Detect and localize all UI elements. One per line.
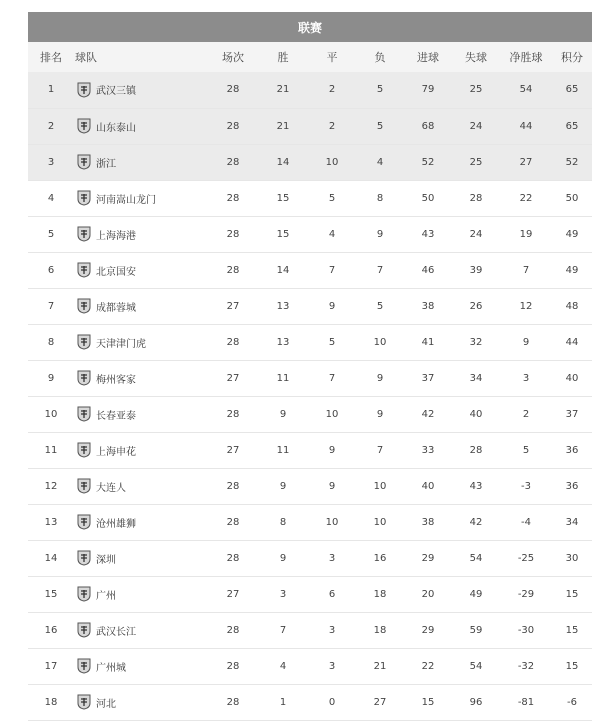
goals-against-cell: 59	[469, 624, 483, 636]
played-cell: 28	[226, 408, 240, 420]
points-cell: 50	[565, 192, 579, 204]
col-header-goals-for: 进球	[417, 51, 439, 64]
points-cell: 34	[565, 516, 579, 528]
standings-table	[28, 42, 592, 721]
team-badge-icon	[76, 262, 92, 278]
team-cell	[74, 612, 208, 648]
col-header-goal-diff: 净胜球	[509, 51, 543, 64]
draw-cell: 3	[328, 552, 336, 564]
loss-cell: 16	[373, 552, 387, 564]
win-cell: 14	[276, 156, 290, 168]
team-name: 天津津门虎	[96, 338, 146, 350]
table-row	[28, 252, 592, 288]
team-badge-icon	[76, 478, 92, 494]
team-name: 浙江	[96, 158, 116, 170]
played-cell: 28	[226, 84, 240, 96]
draw-cell: 9	[328, 444, 336, 456]
table-row	[28, 612, 592, 648]
played-cell: 27	[226, 372, 240, 384]
table-row	[28, 108, 592, 144]
rank-cell: 17	[44, 660, 58, 672]
rank-cell: 13	[44, 516, 58, 528]
win-cell: 1	[279, 696, 287, 708]
col-header-team: 球队	[75, 51, 97, 64]
goal-diff-cell: -81	[517, 696, 535, 708]
goal-diff-cell: -32	[517, 660, 535, 672]
team-badge-icon	[76, 154, 92, 170]
team-name: 大连人	[96, 482, 126, 494]
team-name: 沧州雄狮	[96, 518, 136, 530]
loss-cell: 18	[373, 588, 387, 600]
team-name: 广州	[96, 590, 116, 602]
points-cell: 65	[565, 84, 579, 96]
table-row	[28, 396, 592, 432]
goals-against-cell: 25	[469, 156, 483, 168]
col-header-win: 胜	[277, 51, 289, 64]
team-badge-icon	[76, 550, 92, 566]
rank-cell: 15	[44, 588, 58, 600]
rank-cell: 3	[47, 156, 55, 168]
played-cell: 28	[226, 192, 240, 204]
team-cell	[74, 468, 208, 504]
goals-against-cell: 24	[469, 120, 483, 132]
win-cell: 15	[276, 192, 290, 204]
draw-cell: 4	[328, 228, 336, 240]
points-cell: 36	[565, 444, 579, 456]
goal-diff-cell: -29	[517, 588, 535, 600]
loss-cell: 7	[376, 264, 384, 276]
team-cell	[74, 684, 208, 720]
played-cell: 28	[226, 480, 240, 492]
goals-against-cell: 49	[469, 588, 483, 600]
points-cell: 65	[565, 120, 579, 132]
goals-for-cell: 38	[421, 300, 435, 312]
played-cell: 28	[226, 696, 240, 708]
goals-against-cell: 43	[469, 480, 483, 492]
rank-cell: 9	[47, 372, 55, 384]
points-cell: 15	[565, 624, 579, 636]
goals-for-cell: 37	[421, 372, 435, 384]
team-cell	[74, 144, 208, 180]
rank-cell: 14	[44, 552, 58, 564]
played-cell: 28	[226, 660, 240, 672]
loss-cell: 5	[376, 120, 384, 132]
goals-for-cell: 79	[421, 84, 435, 96]
win-cell: 15	[276, 228, 290, 240]
win-cell: 4	[279, 660, 287, 672]
draw-cell: 9	[328, 480, 336, 492]
loss-cell: 27	[373, 696, 387, 708]
goals-against-cell: 32	[469, 336, 483, 348]
goals-against-cell: 40	[469, 408, 483, 420]
draw-cell: 5	[328, 192, 336, 204]
win-cell: 11	[276, 372, 290, 384]
table-row	[28, 648, 592, 684]
col-header-played: 场次	[222, 51, 244, 64]
draw-cell: 0	[328, 696, 336, 708]
played-cell: 28	[226, 120, 240, 132]
team-name: 广州城	[96, 662, 126, 674]
team-badge-icon	[76, 298, 92, 314]
standings-table-container	[28, 12, 592, 721]
col-header-goals-against: 失球	[465, 51, 487, 64]
rank-cell: 8	[47, 336, 55, 348]
goal-diff-cell: 5	[522, 444, 530, 456]
goal-diff-cell: 44	[519, 120, 533, 132]
goal-diff-cell: 3	[522, 372, 530, 384]
team-cell	[74, 504, 208, 540]
win-cell: 9	[279, 480, 287, 492]
col-header-points: 积分	[561, 51, 583, 64]
draw-cell: 3	[328, 624, 336, 636]
goals-for-cell: 50	[421, 192, 435, 204]
goals-against-cell: 96	[469, 696, 483, 708]
rank-cell: 12	[44, 480, 58, 492]
goals-against-cell: 28	[469, 192, 483, 204]
played-cell: 27	[226, 444, 240, 456]
win-cell: 21	[276, 84, 290, 96]
loss-cell: 9	[376, 372, 384, 384]
team-cell	[74, 540, 208, 576]
draw-cell: 10	[325, 408, 339, 420]
goals-for-cell: 15	[421, 696, 435, 708]
points-cell: 15	[565, 660, 579, 672]
goals-against-cell: 24	[469, 228, 483, 240]
team-name: 山东泰山	[96, 122, 136, 134]
team-badge-icon	[76, 370, 92, 386]
team-badge-icon	[76, 586, 92, 602]
col-header-rank: 排名	[40, 51, 62, 64]
goals-for-cell: 20	[421, 588, 435, 600]
goals-against-cell: 54	[469, 552, 483, 564]
loss-cell: 21	[373, 660, 387, 672]
rank-cell: 4	[47, 192, 55, 204]
team-name: 河南嵩山龙门	[96, 194, 156, 206]
rank-cell: 10	[44, 408, 58, 420]
goals-for-cell: 52	[421, 156, 435, 168]
loss-cell: 5	[376, 84, 384, 96]
win-cell: 3	[279, 588, 287, 600]
points-cell: 49	[565, 264, 579, 276]
points-cell: 52	[565, 156, 579, 168]
goal-diff-cell: 7	[522, 264, 530, 276]
played-cell: 28	[226, 264, 240, 276]
played-cell: 27	[226, 588, 240, 600]
team-badge-icon	[76, 82, 92, 98]
points-cell: 40	[565, 372, 579, 384]
team-name: 武汉长江	[96, 626, 136, 638]
rank-cell: 2	[47, 120, 55, 132]
team-cell	[74, 72, 208, 108]
team-name: 成都蓉城	[96, 302, 136, 314]
rank-cell: 1	[47, 84, 55, 96]
played-cell: 28	[226, 516, 240, 528]
played-cell: 28	[226, 336, 240, 348]
team-badge-icon	[76, 622, 92, 638]
points-cell: 36	[565, 480, 579, 492]
goals-for-cell: 46	[421, 264, 435, 276]
goal-diff-cell: -4	[521, 516, 531, 528]
draw-cell: 10	[325, 156, 339, 168]
table-row	[28, 576, 592, 612]
team-cell	[74, 324, 208, 360]
played-cell: 27	[226, 300, 240, 312]
played-cell: 28	[226, 552, 240, 564]
goals-for-cell: 33	[421, 444, 435, 456]
table-row	[28, 468, 592, 504]
win-cell: 7	[279, 624, 287, 636]
loss-cell: 9	[376, 228, 384, 240]
team-cell	[74, 432, 208, 468]
draw-cell: 3	[328, 660, 336, 672]
goals-against-cell: 25	[469, 84, 483, 96]
loss-cell: 4	[376, 156, 384, 168]
draw-cell: 5	[328, 336, 336, 348]
standings-body	[28, 72, 592, 720]
points-cell: 44	[565, 336, 579, 348]
loss-cell: 10	[373, 516, 387, 528]
team-badge-icon	[76, 514, 92, 530]
table-row	[28, 684, 592, 720]
draw-cell: 9	[328, 300, 336, 312]
team-cell	[74, 576, 208, 612]
draw-cell: 6	[328, 588, 336, 600]
rank-cell: 7	[47, 300, 55, 312]
goals-against-cell: 54	[469, 660, 483, 672]
team-badge-icon	[76, 118, 92, 134]
goals-against-cell: 34	[469, 372, 483, 384]
goal-diff-cell: -30	[517, 624, 535, 636]
goals-for-cell: 40	[421, 480, 435, 492]
win-cell: 13	[276, 336, 290, 348]
win-cell: 9	[279, 408, 287, 420]
points-cell: -6	[567, 696, 577, 708]
goals-for-cell: 41	[421, 336, 435, 348]
rank-cell: 11	[44, 444, 58, 456]
rank-cell: 18	[44, 696, 58, 708]
team-badge-icon	[76, 190, 92, 206]
goals-against-cell: 26	[469, 300, 483, 312]
loss-cell: 18	[373, 624, 387, 636]
table-row	[28, 504, 592, 540]
team-badge-icon	[76, 226, 92, 242]
goals-for-cell: 43	[421, 228, 435, 240]
goals-for-cell: 22	[421, 660, 435, 672]
loss-cell: 10	[373, 336, 387, 348]
loss-cell: 9	[376, 408, 384, 420]
loss-cell: 8	[376, 192, 384, 204]
goals-against-cell: 28	[469, 444, 483, 456]
loss-cell: 5	[376, 300, 384, 312]
draw-cell: 2	[328, 84, 336, 96]
points-cell: 49	[565, 228, 579, 240]
win-cell: 14	[276, 264, 290, 276]
rank-cell: 5	[47, 228, 55, 240]
played-cell: 28	[226, 228, 240, 240]
goal-diff-cell: 54	[519, 84, 533, 96]
team-badge-icon	[76, 694, 92, 710]
team-name: 武汉三镇	[96, 86, 136, 98]
team-cell	[74, 360, 208, 396]
win-cell: 9	[279, 552, 287, 564]
played-cell: 28	[226, 624, 240, 636]
goals-for-cell: 68	[421, 120, 435, 132]
league-title: 联赛	[297, 20, 322, 35]
table-row	[28, 288, 592, 324]
goal-diff-cell: -25	[517, 552, 535, 564]
col-header-loss: 负	[374, 51, 386, 64]
team-cell	[74, 288, 208, 324]
goals-for-cell: 29	[421, 624, 435, 636]
loss-cell: 10	[373, 480, 387, 492]
rank-cell: 6	[47, 264, 55, 276]
team-name: 上海申花	[96, 446, 136, 458]
table-row	[28, 180, 592, 216]
team-cell	[74, 108, 208, 144]
table-row	[28, 540, 592, 576]
team-name: 深圳	[96, 554, 116, 566]
goal-diff-cell: 22	[519, 192, 533, 204]
goals-for-cell: 42	[421, 408, 435, 420]
table-row	[28, 360, 592, 396]
draw-cell: 7	[328, 372, 336, 384]
goal-diff-cell: 2	[522, 408, 530, 420]
goal-diff-cell: 12	[519, 300, 533, 312]
team-badge-icon	[76, 334, 92, 350]
draw-cell: 10	[325, 516, 339, 528]
points-cell: 48	[565, 300, 579, 312]
league-title-bar	[28, 12, 592, 42]
goals-against-cell: 39	[469, 264, 483, 276]
table-row	[28, 432, 592, 468]
team-name: 北京国安	[96, 266, 136, 278]
goal-diff-cell: -3	[521, 480, 531, 492]
goal-diff-cell: 27	[519, 156, 533, 168]
win-cell: 21	[276, 120, 290, 132]
team-cell	[74, 252, 208, 288]
win-cell: 8	[279, 516, 287, 528]
goal-diff-cell: 19	[519, 228, 533, 240]
table-header-row	[28, 42, 592, 72]
team-name: 梅州客家	[96, 374, 136, 386]
team-cell	[74, 396, 208, 432]
points-cell: 37	[565, 408, 579, 420]
win-cell: 13	[276, 300, 290, 312]
col-header-draw: 平	[326, 51, 338, 64]
draw-cell: 2	[328, 120, 336, 132]
team-name: 上海海港	[96, 230, 136, 242]
loss-cell: 7	[376, 444, 384, 456]
team-cell	[74, 648, 208, 684]
team-badge-icon	[76, 442, 92, 458]
played-cell: 28	[226, 156, 240, 168]
table-row	[28, 216, 592, 252]
team-cell	[74, 216, 208, 252]
team-badge-icon	[76, 658, 92, 674]
draw-cell: 7	[328, 264, 336, 276]
goals-against-cell: 42	[469, 516, 483, 528]
team-name: 长春亚泰	[96, 410, 136, 422]
table-row	[28, 72, 592, 108]
table-row	[28, 144, 592, 180]
rank-cell: 16	[44, 624, 58, 636]
points-cell: 30	[565, 552, 579, 564]
win-cell: 11	[276, 444, 290, 456]
goal-diff-cell: 9	[522, 336, 530, 348]
points-cell: 15	[565, 588, 579, 600]
table-row	[28, 324, 592, 360]
goals-for-cell: 38	[421, 516, 435, 528]
team-name: 河北	[96, 698, 116, 710]
goals-for-cell: 29	[421, 552, 435, 564]
team-cell	[74, 180, 208, 216]
team-badge-icon	[76, 406, 92, 422]
